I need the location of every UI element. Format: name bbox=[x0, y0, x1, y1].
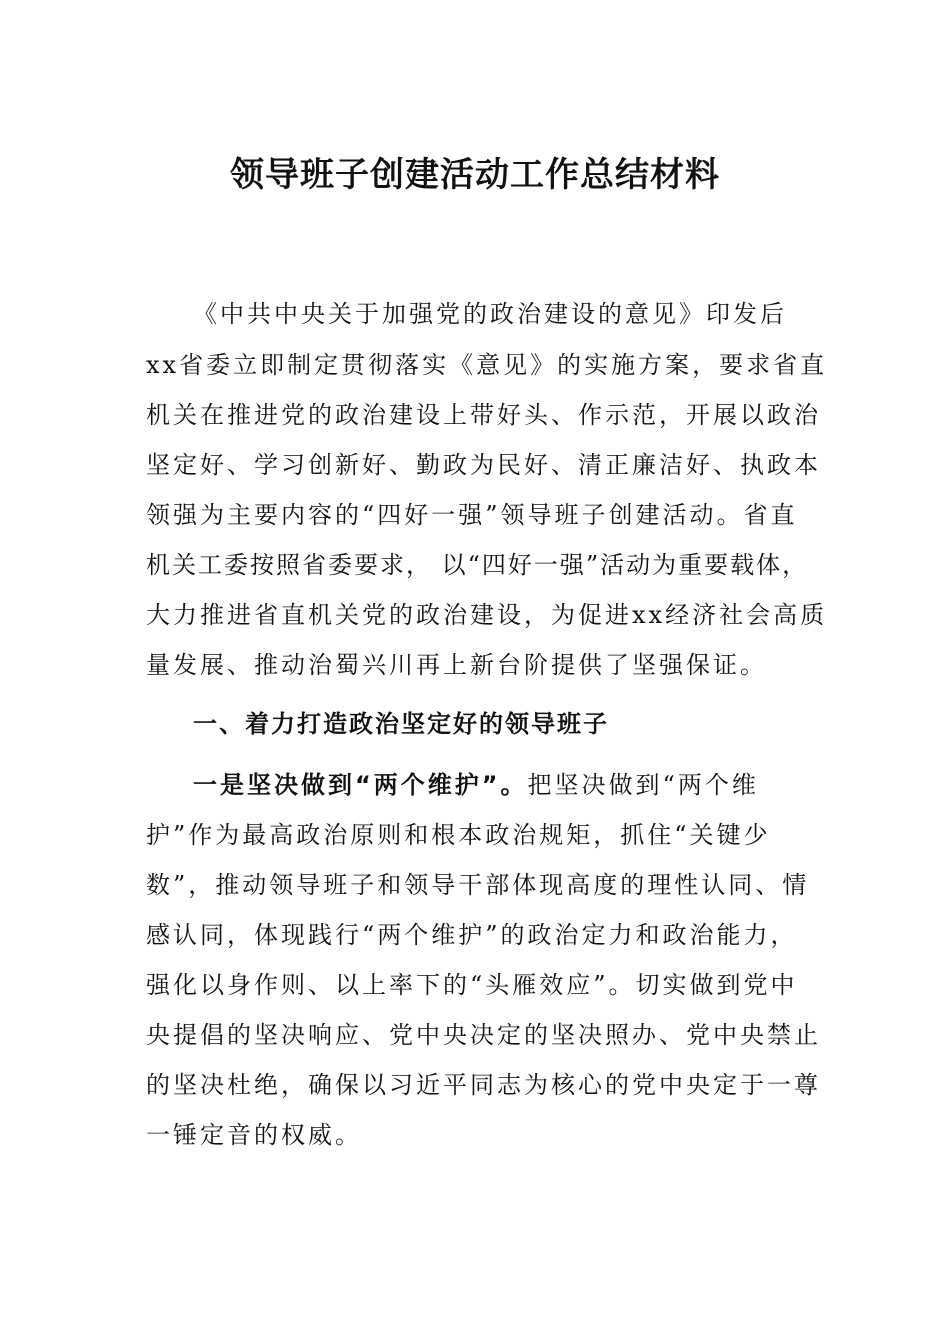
intro-line-2: xx省委立即制定贯彻落实《意见》的实施方案，要求省直 bbox=[146, 351, 828, 379]
section-heading: 一、着力打造政治坚定好的领导班子 bbox=[193, 710, 609, 738]
intro-line-5: 领强为主要内容的“四好一强”领导班子创建活动。省直 bbox=[146, 501, 798, 529]
section-lead-rest: 把坚决做到“两个维 bbox=[527, 771, 759, 799]
section-lead-bold: 一是坚决做到“两个维护”。 bbox=[193, 771, 528, 799]
intro-line-1: 《中共中央关于加强党的政治建设的意见》印发后 bbox=[193, 300, 787, 328]
section-line-4: 强化以身作则、以上率下的“头雁效应”。切实做到党中 bbox=[146, 971, 798, 999]
section-line-2: 数”，推动领导班子和领导干部体现高度的理性认同、情 bbox=[146, 871, 810, 899]
section-lead-line bbox=[193, 768, 873, 802]
section-line-5: 央提倡的坚决响应、党中央决定的坚决照办、党中央禁止 bbox=[146, 1021, 821, 1049]
section-line-3: 感认同，体现践行“两个维护”的政治定力和政治能力， bbox=[146, 921, 798, 949]
intro-line-8: 量发展、推动治蜀兴川再上新台阶提供了坚强保证。 bbox=[146, 651, 767, 679]
intro-line-3: 机关在推进党的政治建设上带好头、作示范，开展以政治 bbox=[146, 401, 821, 429]
section-line-7: 一锤定音的权威。 bbox=[146, 1121, 362, 1149]
intro-line-4: 坚定好、学习创新好、勤政为民好、清正廉洁好、执政本 bbox=[146, 451, 821, 479]
intro-line-7: 大力推进省直机关党的政治建设，为促进xx经济社会高质 bbox=[146, 601, 828, 629]
section-line-1: 护”作为最高政治原则和根本政治规矩，抓住“关键少 bbox=[146, 821, 771, 849]
section-line-6: 的坚决杜绝，确保以习近平同志为核心的党中央定于一尊 bbox=[146, 1071, 821, 1099]
document-title: 领导班子创建活动工作总结材料 bbox=[230, 155, 720, 195]
intro-line-6: 机关工委按照省委要求， 以“四好一强”活动为重要载体， bbox=[146, 551, 809, 579]
